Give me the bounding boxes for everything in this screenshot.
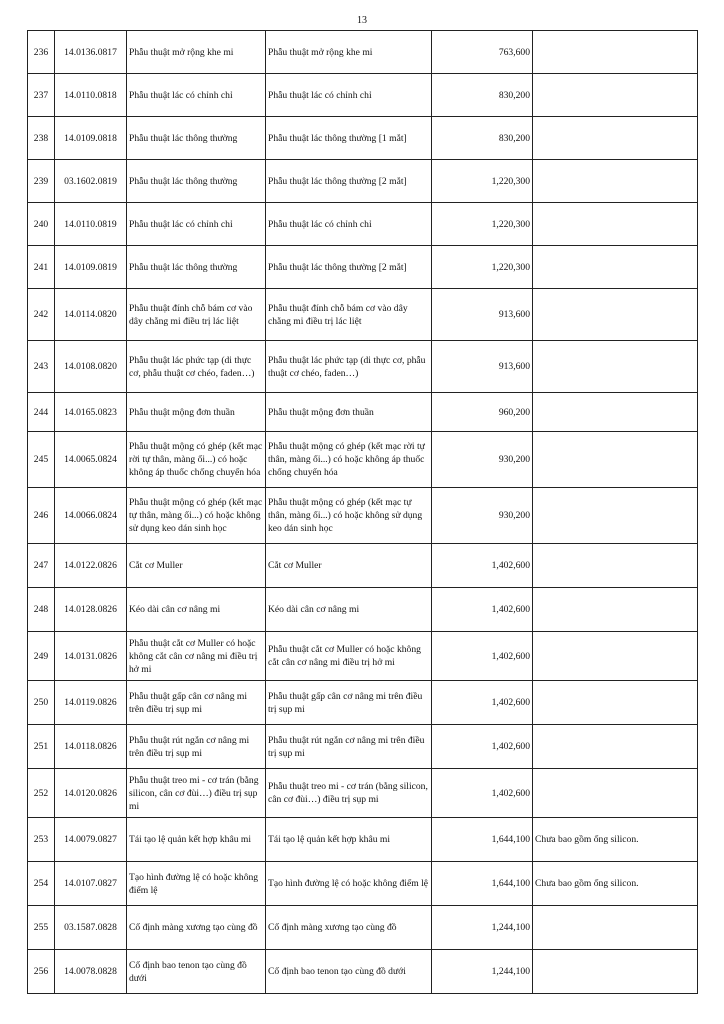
price-value: 1,402,600 bbox=[432, 681, 533, 725]
service-name: Phẫu thuật gấp cân cơ nâng mi trên điều trị sụp mi bbox=[127, 681, 266, 725]
table-row bbox=[28, 544, 698, 588]
price-value: 1,402,600 bbox=[432, 725, 533, 769]
service-name-detail: Tạo hình đường lệ có hoặc không điểm lệ bbox=[266, 862, 432, 906]
row-number: 242 bbox=[28, 289, 55, 341]
row-number: 245 bbox=[28, 432, 55, 488]
price-value: 1,644,100 bbox=[432, 862, 533, 906]
service-name: Phẫu thuật mộng có ghép (kết mạc tự thân, màng ối...) có hoặc không sử dụng keo dán sinh học bbox=[127, 488, 266, 544]
note-text: Chưa bao gồm ống silicon. bbox=[533, 862, 698, 906]
service-code: 14.0078.0828 bbox=[55, 950, 127, 994]
service-name: Phẫu thuật lác phức tạp (di thực cơ, phẫu thuật cơ chéo, faden…) bbox=[127, 341, 266, 393]
row-number: 244 bbox=[28, 393, 55, 432]
price-value: 830,200 bbox=[432, 117, 533, 160]
service-name: Phẫu thuật mộng đơn thuần bbox=[127, 393, 266, 432]
row-number: 239 bbox=[28, 160, 55, 203]
table-row bbox=[28, 341, 698, 393]
service-name: Phẫu thuật mộng có ghép (kết mạc rời tự thân, màng ối...) có hoặc không áp thuốc chống chuyển hóa bbox=[127, 432, 266, 488]
service-name: Phẫu thuật lác thông thường bbox=[127, 246, 266, 289]
price-table bbox=[27, 30, 698, 994]
price-value: 1,402,600 bbox=[432, 588, 533, 632]
note-text bbox=[533, 341, 698, 393]
row-number: 255 bbox=[28, 906, 55, 950]
row-number: 249 bbox=[28, 632, 55, 681]
service-code: 14.0108.0820 bbox=[55, 341, 127, 393]
service-code: 03.1602.0819 bbox=[55, 160, 127, 203]
service-name: Phẫu thuật cắt cơ Muller có hoặc không cắt cân cơ nâng mi điều trị hở mi bbox=[127, 632, 266, 681]
service-name: Phẫu thuật lác có chỉnh chỉ bbox=[127, 203, 266, 246]
service-code: 14.0122.0826 bbox=[55, 544, 127, 588]
note-text bbox=[533, 31, 698, 74]
row-number: 236 bbox=[28, 31, 55, 74]
note-text bbox=[533, 544, 698, 588]
service-code: 03.1587.0828 bbox=[55, 906, 127, 950]
service-name-detail: Phẫu thuật lác thông thường [2 mắt] bbox=[266, 246, 432, 289]
service-name: Cắt cơ Muller bbox=[127, 544, 266, 588]
service-name-detail: Phẫu thuật treo mi - cơ trán (bằng silicon, cân cơ đùi…) điều trị sụp mi bbox=[266, 769, 432, 818]
service-name-detail: Tái tạo lệ quản kết hợp khâu mi bbox=[266, 818, 432, 862]
row-number: 247 bbox=[28, 544, 55, 588]
note-text bbox=[533, 203, 698, 246]
service-name: Cố định màng xương tạo cùng đồ bbox=[127, 906, 266, 950]
service-name-detail: Phẫu thuật cắt cơ Muller có hoặc không cắt cân cơ nâng mi điều trị hở mi bbox=[266, 632, 432, 681]
table-row bbox=[28, 862, 698, 906]
service-name: Phẫu thuật lác thông thường bbox=[127, 117, 266, 160]
price-value: 930,200 bbox=[432, 432, 533, 488]
price-value: 1,402,600 bbox=[432, 544, 533, 588]
service-name-detail: Phẫu thuật lác phức tạp (di thực cơ, phẫu thuật cơ chéo, faden…) bbox=[266, 341, 432, 393]
row-number: 246 bbox=[28, 488, 55, 544]
price-value: 1,402,600 bbox=[432, 632, 533, 681]
service-name: Tái tạo lệ quản kết hợp khâu mi bbox=[127, 818, 266, 862]
service-code: 14.0110.0818 bbox=[55, 74, 127, 117]
table-row bbox=[28, 160, 698, 203]
price-value: 763,600 bbox=[432, 31, 533, 74]
service-name-detail: Cố định bao tenon tạo cùng đồ dưới bbox=[266, 950, 432, 994]
row-number: 254 bbox=[28, 862, 55, 906]
service-name-detail: Phẫu thuật rút ngắn cơ nâng mi trên điều trị sụp mi bbox=[266, 725, 432, 769]
service-code: 14.0120.0826 bbox=[55, 769, 127, 818]
service-code: 14.0066.0824 bbox=[55, 488, 127, 544]
service-name-detail: Phẫu thuật lác có chỉnh chỉ bbox=[266, 74, 432, 117]
price-value: 1,244,100 bbox=[432, 950, 533, 994]
price-value: 1,244,100 bbox=[432, 906, 533, 950]
price-value: 1,220,300 bbox=[432, 203, 533, 246]
note-text bbox=[533, 725, 698, 769]
price-value: 960,200 bbox=[432, 393, 533, 432]
note-text bbox=[533, 906, 698, 950]
price-value: 1,220,300 bbox=[432, 246, 533, 289]
service-code: 14.0114.0820 bbox=[55, 289, 127, 341]
service-code: 14.0128.0826 bbox=[55, 588, 127, 632]
service-name-detail: Phẫu thuật gấp cân cơ nâng mi trên điều trị sụp mi bbox=[266, 681, 432, 725]
price-value: 1,644,100 bbox=[432, 818, 533, 862]
service-code: 14.0110.0819 bbox=[55, 203, 127, 246]
row-number: 252 bbox=[28, 769, 55, 818]
table-row bbox=[28, 74, 698, 117]
service-code: 14.0109.0818 bbox=[55, 117, 127, 160]
note-text bbox=[533, 246, 698, 289]
table-row bbox=[28, 488, 698, 544]
service-name-detail: Cắt cơ Muller bbox=[266, 544, 432, 588]
service-name-detail: Phẫu thuật mở rộng khe mi bbox=[266, 31, 432, 74]
note-text bbox=[533, 488, 698, 544]
service-name-detail: Kéo dài cân cơ nâng mi bbox=[266, 588, 432, 632]
table-row bbox=[28, 289, 698, 341]
table-row bbox=[28, 246, 698, 289]
service-name-detail: Phẫu thuật lác thông thường [1 mắt] bbox=[266, 117, 432, 160]
service-name: Phẫu thuật đính chỗ bám cơ vào dây chằng mi điều trị lác liệt bbox=[127, 289, 266, 341]
service-code: 14.0119.0826 bbox=[55, 681, 127, 725]
note-text bbox=[533, 160, 698, 203]
price-value: 1,402,600 bbox=[432, 769, 533, 818]
price-value: 913,600 bbox=[432, 289, 533, 341]
service-name-detail: Phẫu thuật mộng có ghép (kết mạc rời tự thân, màng ối...) có hoặc không áp thuốc chống chuyển hóa bbox=[266, 432, 432, 488]
service-name: Phẫu thuật lác thông thường bbox=[127, 160, 266, 203]
service-name-detail: Phẫu thuật lác thông thường [2 mắt] bbox=[266, 160, 432, 203]
row-number: 237 bbox=[28, 74, 55, 117]
table-row bbox=[28, 393, 698, 432]
note-text bbox=[533, 117, 698, 160]
service-name: Phẫu thuật treo mi - cơ trán (bằng silicon, cân cơ đùi…) điều trị sụp mi bbox=[127, 769, 266, 818]
price-value: 1,220,300 bbox=[432, 160, 533, 203]
service-code: 14.0079.0827 bbox=[55, 818, 127, 862]
row-number: 253 bbox=[28, 818, 55, 862]
price-value: 930,200 bbox=[432, 488, 533, 544]
note-text bbox=[533, 393, 698, 432]
table-row bbox=[28, 769, 698, 818]
service-code: 14.0109.0819 bbox=[55, 246, 127, 289]
row-number: 243 bbox=[28, 341, 55, 393]
table-row bbox=[28, 588, 698, 632]
row-number: 250 bbox=[28, 681, 55, 725]
note-text bbox=[533, 289, 698, 341]
table-row bbox=[28, 432, 698, 488]
row-number: 251 bbox=[28, 725, 55, 769]
table-row bbox=[28, 31, 698, 74]
service-name: Phẫu thuật lác có chỉnh chỉ bbox=[127, 74, 266, 117]
note-text bbox=[533, 74, 698, 117]
table-row bbox=[28, 725, 698, 769]
service-name-detail: Phẫu thuật lác có chỉnh chỉ bbox=[266, 203, 432, 246]
note-text bbox=[533, 632, 698, 681]
service-name-detail: Cố định màng xương tạo cùng đồ bbox=[266, 906, 432, 950]
table-row bbox=[28, 906, 698, 950]
service-name-detail: Phẫu thuật mộng có ghép (kết mạc tự thân, màng ối...) có hoặc không sử dụng keo dán sinh học bbox=[266, 488, 432, 544]
table-row bbox=[28, 818, 698, 862]
note-text bbox=[533, 769, 698, 818]
table-row bbox=[28, 632, 698, 681]
service-code: 14.0131.0826 bbox=[55, 632, 127, 681]
service-name-detail: Phẫu thuật đính chỗ bám cơ vào dây chằng mi điều trị lác liệt bbox=[266, 289, 432, 341]
row-number: 241 bbox=[28, 246, 55, 289]
table-row bbox=[28, 681, 698, 725]
note-text bbox=[533, 432, 698, 488]
price-value: 830,200 bbox=[432, 74, 533, 117]
page-number: 13 bbox=[357, 15, 367, 26]
service-code: 14.0107.0827 bbox=[55, 862, 127, 906]
price-value: 913,600 bbox=[432, 341, 533, 393]
note-text bbox=[533, 681, 698, 725]
service-code: 14.0136.0817 bbox=[55, 31, 127, 74]
note-text: Chưa bao gồm ống silicon. bbox=[533, 818, 698, 862]
table-row bbox=[28, 117, 698, 160]
service-code: 14.0118.0826 bbox=[55, 725, 127, 769]
note-text bbox=[533, 950, 698, 994]
service-code: 14.0165.0823 bbox=[55, 393, 127, 432]
row-number: 256 bbox=[28, 950, 55, 994]
service-code: 14.0065.0824 bbox=[55, 432, 127, 488]
row-number: 240 bbox=[28, 203, 55, 246]
service-name: Phẫu thuật rút ngắn cơ nâng mi trên điều trị sụp mi bbox=[127, 725, 266, 769]
service-name: Tạo hình đường lệ có hoặc không điểm lệ bbox=[127, 862, 266, 906]
service-name: Cố định bao tenon tạo cùng đồ dưới bbox=[127, 950, 266, 994]
note-text bbox=[533, 588, 698, 632]
table-row bbox=[28, 950, 698, 994]
service-name: Kéo dài cân cơ nâng mi bbox=[127, 588, 266, 632]
row-number: 238 bbox=[28, 117, 55, 160]
row-number: 248 bbox=[28, 588, 55, 632]
service-name: Phẫu thuật mở rộng khe mi bbox=[127, 31, 266, 74]
service-name-detail: Phẫu thuật mộng đơn thuần bbox=[266, 393, 432, 432]
table-row bbox=[28, 203, 698, 246]
